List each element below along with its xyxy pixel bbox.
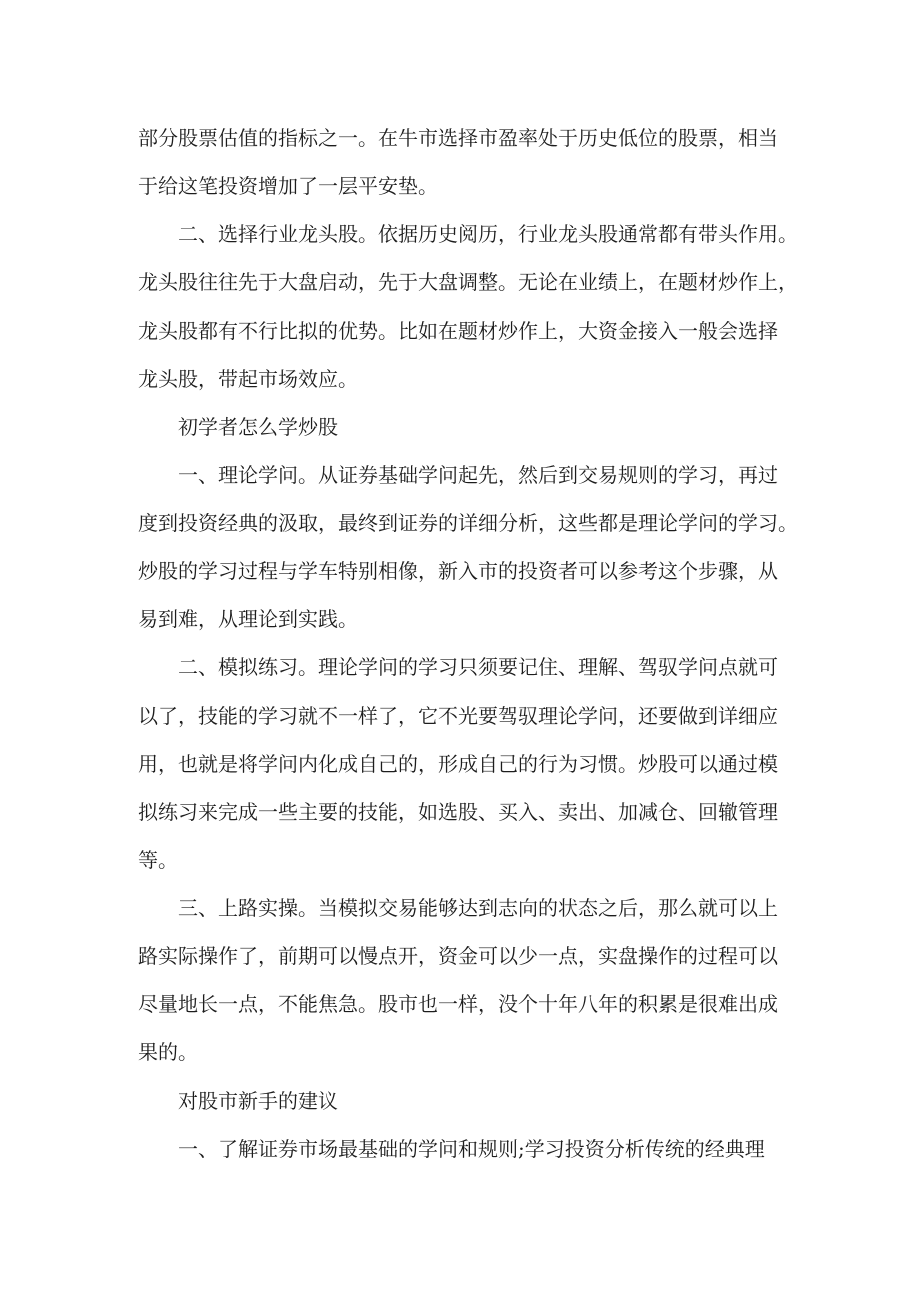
text-line: 一、了解证券市场最基础的学问和规则;学习投资分析传统的经典理: [178, 1136, 765, 1161]
section-heading: 初学者怎么学炒股: [178, 414, 338, 439]
section-heading: 对股市新手的建议: [178, 1088, 338, 1113]
text-line: 尽量地长一点，不能焦急。股市也一样，没个十年八年的积累是很难出成: [138, 992, 778, 1017]
paragraph: [138, 210, 838, 403]
text-line: 用，也就是将学问内化成自己的，形成自己的行为习惯。炒股可以通过模: [138, 751, 778, 776]
paragraph: [138, 451, 838, 644]
document-body: [138, 114, 838, 1173]
text-line: 拟练习来完成一些主要的技能，如选股、买入、卖出、加减仓、回辙管理: [138, 799, 778, 824]
text-line: 度到投资经典的汲取，最终到证券的详细分析，这些都是理论学问的学习。: [138, 511, 798, 535]
text-line: 部分股票估值的指标之一。在牛市选择市盈率处于历史低位的股票，相当: [138, 126, 778, 150]
text-line: 三、上路实操。当模拟交易能够达到志向的状态之后，那么就可以上: [178, 896, 778, 920]
text-line: 果的。: [138, 1040, 198, 1065]
text-line: 二、选择行业龙头股。依据历史阅历，行业龙头股通常都有带头作用。: [178, 222, 798, 247]
text-line: 炒股的学习过程与学车特别相像，新入市的投资者可以参考这个步骤，从: [138, 559, 778, 584]
text-line: 于给这笔投资增加了一层平安垫。: [138, 174, 438, 199]
text-line: 一、理论学问。从证券基础学问起先，然后到交易规则的学习，再过: [178, 462, 778, 487]
text-line: 以了，技能的学习就不一样了，它不光要驾驭理论学问，还要做到详细应: [138, 703, 778, 728]
paragraph: [138, 1125, 838, 1173]
text-line: 龙头股，带起市场效应。: [138, 366, 358, 391]
text-line: 二、模拟练习。理论学问的学习只须要记住、理解、驾驭学问点就可: [178, 655, 778, 680]
text-line: 等。: [138, 847, 178, 872]
paragraph: [138, 643, 838, 884]
text-line: 易到难，从理论到实践。: [138, 607, 358, 632]
text-line: 龙头股往往先于大盘启动，先于大盘调整。无论在业绩上，在题材炒作上，: [138, 270, 798, 295]
paragraph: [138, 114, 838, 210]
text-line: 龙头股都有不行比拟的优势。比如在题材炒作上，大资金接入一般会选择: [138, 318, 778, 343]
paragraph: [138, 884, 838, 1077]
text-line: 路实际操作了，前期可以慢点开，资金可以少一点，实盘操作的过程可以: [138, 944, 778, 969]
